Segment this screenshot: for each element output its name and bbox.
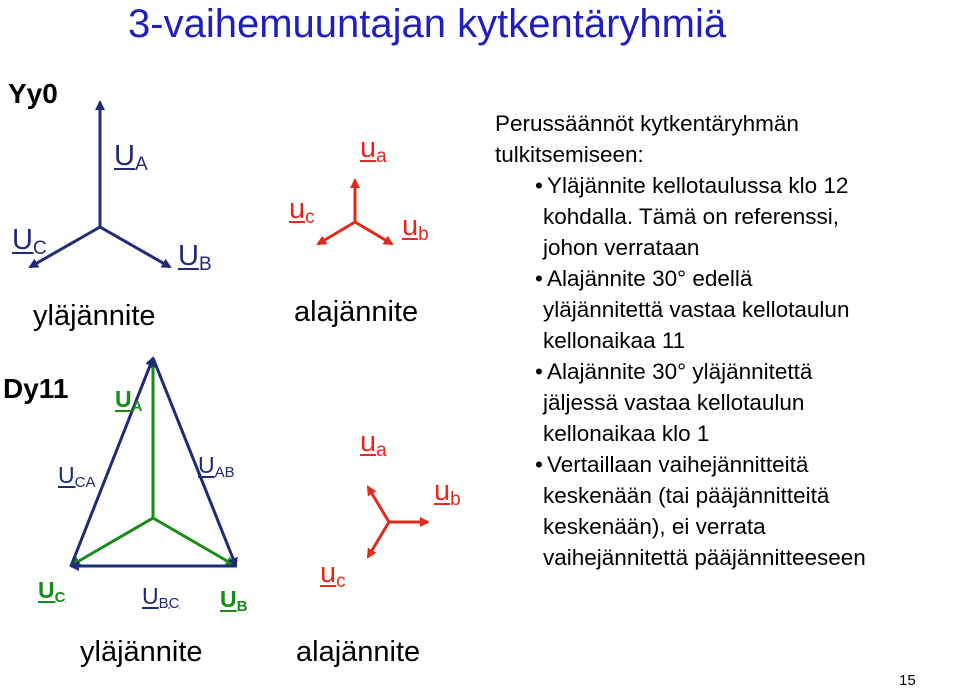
page-number: 15	[899, 672, 916, 689]
yy0-primary-caption: yläjännite	[33, 300, 156, 332]
yy0-label: Yy0	[8, 78, 58, 109]
yy0-primary-vector-b	[100, 227, 170, 267]
dy11-secondary-star	[368, 487, 428, 557]
rules-text	[495, 108, 955, 573]
dy11-primary-caption: yläjännite	[80, 636, 203, 668]
dy11-primary-label-c: $U_C$	[38, 577, 66, 606]
dy11-label-ab: $U_{AB}$	[198, 452, 235, 481]
yy0-primary-star	[30, 102, 170, 267]
yy0-secondary-label-b: $u_b$	[402, 210, 429, 245]
dy11-label: Dy11	[3, 373, 69, 404]
yy0-secondary-vector-b	[355, 222, 392, 244]
rules-item-3: • Alajännite 30° yläjännitettä jäljessä vastaa kellotaulun kellonaikaa klo 1	[535, 359, 813, 446]
dy11-primary-label-a: $U_A$	[115, 386, 143, 415]
yy0-secondary-star	[318, 180, 392, 244]
dy11-secondary-label-b: $u_b$	[434, 475, 461, 510]
yy0-secondary-vector-c	[318, 222, 355, 244]
rules-item-1: • Yläjännite kellotaulussa klo 12 kohdalla. Tämä on referenssi, johon verrataan	[535, 173, 849, 260]
rules-item-4: • Vertaillaan vaihejännitteitä keskenään (tai pääjännitteitä keskenään), ei verrata vaihejännitettä pääjännitteeseen	[535, 452, 866, 570]
dy11-secondary-caption: alajännite	[296, 636, 421, 668]
dy11-secondary-label-a: $u_a$	[360, 426, 387, 461]
yy0-primary-label-b: $U_B$	[178, 240, 212, 275]
dy11-secondary-label-c: $u_c$	[320, 557, 346, 592]
yy0-secondary-label-c: $u_c$	[289, 193, 315, 228]
yy0-secondary-label-a: $u_a$	[360, 132, 387, 167]
page-title: 3-vaihemuuntajan kytkentäryhmiä	[128, 2, 727, 46]
dy11-label-bc: $U_{BC}$	[142, 583, 180, 612]
rules-heading: Perussäännöt kytkentäryhmän tulkitsemiseen:	[495, 111, 799, 167]
dy11-label-ca: $U_{CA}$	[58, 462, 96, 491]
dy11-secondary-vector-a	[368, 487, 389, 522]
yy0-secondary-caption: alajännite	[294, 296, 419, 328]
dy11-secondary-vector-c	[368, 522, 389, 557]
yy0-primary-label-c: $U_C$	[12, 224, 47, 259]
dy11-delta-star-c	[72, 518, 153, 565]
dy11-primary-label-b: $U_B$	[220, 586, 248, 615]
rules-list	[495, 170, 955, 573]
rules-item-2: • Alajännite 30° edellä yläjännitettä vastaa kellotaulun kellonaikaa 11	[535, 266, 850, 353]
yy0-primary-label-a: $U_A$	[114, 140, 148, 175]
dy11-delta-star-b	[153, 518, 234, 565]
